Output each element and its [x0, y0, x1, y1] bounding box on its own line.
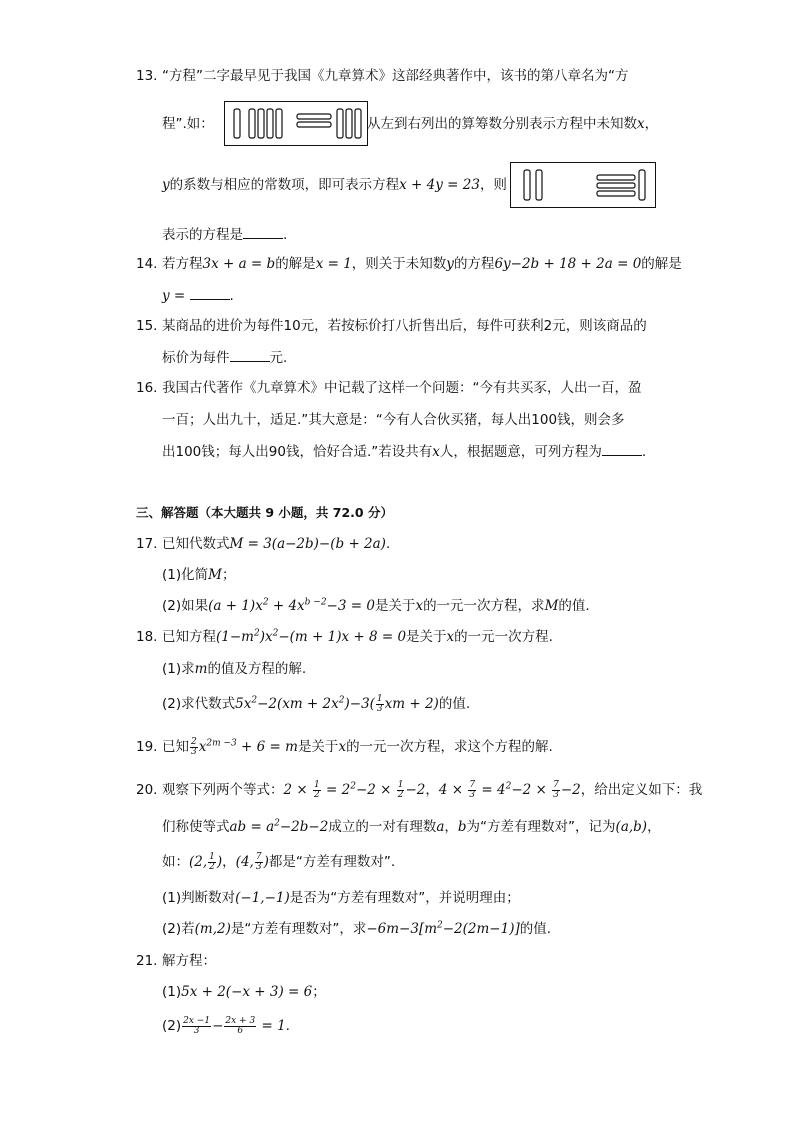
q20-e2-fd: 3	[469, 789, 476, 800]
q17-p2-end: 的值.	[558, 598, 590, 614]
q20-e1d: −2	[405, 782, 426, 798]
q21-p2-frac2	[224, 1017, 256, 1036]
q15-t1: 标价为每件	[162, 350, 230, 366]
q14-t4: 的方程	[453, 256, 495, 272]
q21-p2-t: (2)	[162, 1018, 182, 1034]
q18-sup2: 2	[272, 628, 279, 639]
q20-l3-p1a: (2,	[189, 854, 208, 870]
q20-p2-t2: 是“方差有理数对”，求	[230, 921, 367, 937]
q17-end: .	[385, 536, 391, 552]
q20-e1-fn: 1	[313, 779, 320, 790]
q19-line1	[162, 737, 553, 757]
q18-sup1: 2	[253, 628, 260, 639]
q17-p2-t3: 的一元一次方程，求	[423, 598, 545, 614]
q20-l2-a: a	[436, 819, 445, 835]
q13-equation: x + 4y = 23	[399, 177, 480, 193]
q19-t1: 已知	[162, 739, 189, 755]
q13-number: 13.	[136, 68, 158, 84]
q20-l2-pair: (a,b)	[615, 819, 648, 835]
q14-number: 14.	[136, 256, 158, 272]
q18-p2-eq1: 5x	[235, 696, 252, 712]
q20-e2-fn2: 7	[553, 779, 559, 790]
q18-line1	[162, 627, 553, 647]
q18-p2-frac-num: 1	[376, 693, 383, 704]
q18-t2: 是关于	[406, 629, 447, 645]
q17-p2-eq1: (a + 1)x	[208, 598, 263, 614]
q14-eq2: 6y−2b + 18 + 2a = 0	[494, 256, 642, 272]
q20-l2-t1: 们称使等式	[162, 819, 230, 835]
q20-e1-frac2	[397, 781, 405, 800]
q20-line1	[162, 780, 702, 800]
q14-answer-blank[interactable]	[190, 285, 230, 300]
q20-l3-p1b: )	[216, 854, 223, 870]
q18-p2-eq2: −2(xm + 2x	[257, 696, 339, 712]
q21-line1: 解方程：	[162, 953, 216, 969]
q19-frac-num: 2	[191, 736, 197, 747]
q20-number: 20.	[136, 782, 158, 798]
q18-eq1: (1−m	[216, 629, 254, 645]
counting-rods-icon	[225, 102, 367, 145]
counting-rods-figure-1	[224, 101, 368, 146]
q15-number: 15.	[136, 318, 158, 334]
q17-part2	[162, 596, 590, 616]
q21-p2-fd2: 6	[237, 1025, 244, 1036]
q18-x: x	[446, 629, 455, 645]
q20-e1b: = 2	[321, 782, 351, 798]
q17-p1-t: (1)化简	[162, 567, 209, 583]
q20-l3-p2b: )	[263, 854, 269, 870]
q20-l3-frac1	[208, 853, 216, 872]
q20-e2-fd2: 3	[553, 789, 559, 800]
q20-e2-frac2	[552, 781, 560, 800]
q20-e2sup: 2	[505, 781, 512, 792]
q17-line1	[162, 534, 390, 554]
q20-p2-sup: 2	[437, 920, 443, 931]
q20-l2-t3: ，	[444, 819, 458, 835]
q17-p2-m: M	[544, 598, 559, 614]
q20-p2-pair: (m,2)	[194, 921, 231, 937]
q13-line3-end: ，则	[479, 177, 507, 193]
q20-e1a: 2 ×	[283, 782, 312, 798]
q16-answer-blank[interactable]	[602, 441, 642, 456]
q18-p2-sup1: 2	[251, 695, 258, 706]
q21-number: 21.	[136, 953, 158, 969]
q17-number: 17.	[136, 536, 158, 552]
q20-e2-fn: 7	[469, 779, 476, 790]
q20-l2-b: b	[457, 819, 467, 835]
q18-p2-fraction	[376, 695, 384, 714]
q20-e1sup: 2	[350, 781, 356, 792]
q20-l3-t1: 如：	[162, 854, 189, 870]
q13-line3-text: 的系数与相应的常数项，即可表示方程	[169, 177, 400, 193]
q18-p2-eq3: )−3(	[344, 696, 375, 712]
q20-l3-fn2: 7	[255, 851, 262, 862]
q18-number: 18.	[136, 629, 158, 645]
q18-part2	[162, 694, 470, 714]
q20-e2a: 4 ×	[438, 782, 468, 798]
q19-x: x	[338, 739, 347, 755]
q16-end: .	[641, 444, 647, 460]
section-3-heading: 三、解答题（本大题共 9 小题，共 72.0 分）	[136, 505, 393, 520]
q15-t2: 元.	[269, 350, 288, 366]
q13-line2-text: 从左到右列出的算筹数分别表示方程中未知数	[367, 116, 637, 132]
q20-p2-eq2: −2(2m−1)]	[442, 921, 520, 937]
q14-t5: 的解是	[641, 256, 682, 272]
q20-part2	[162, 919, 551, 939]
q18-p1-t2: 的值及方程的解.	[207, 661, 307, 677]
q14-eq1: 3x + a = b	[202, 256, 276, 272]
q18-p2-eq4: xm + 2)	[384, 696, 439, 712]
q18-t3: 的一元一次方程.	[454, 629, 553, 645]
q20-l2-t4: 为“方差有理数对”，记为	[466, 819, 616, 835]
q19-number: 19.	[136, 739, 158, 755]
q14-y: y	[446, 256, 454, 272]
q20-l3-sep: ，	[222, 854, 236, 870]
q20-l2-eq2: −2b−2	[279, 819, 329, 835]
q21-p1-eq: 5x + 2(−x + 3) = 6	[181, 984, 313, 1000]
q13-var-y: y	[162, 177, 170, 193]
q14-line2	[162, 285, 234, 306]
q20-l3-t2: 都是“方差有理数对”.	[268, 854, 396, 870]
q18-p2-t1: (2)求代数式	[162, 696, 236, 712]
q20-p1-t2: 是否为“方差有理数对”，并说明理由；	[289, 890, 520, 906]
q18-p1-m: m	[194, 661, 208, 677]
q21-p2-eq: = 1	[257, 1018, 286, 1034]
q21-p2-fn2: 2x + 3	[225, 1015, 256, 1026]
q21-p2-fn1: 2x −1	[183, 1015, 211, 1026]
q20-line2	[162, 817, 661, 837]
q16-x: x	[432, 444, 440, 460]
q20-e1-frac1	[313, 781, 321, 800]
q18-p2-end: 的值.	[438, 696, 471, 712]
q14-x: x = 1	[315, 256, 352, 272]
q20-l3-fd2: 3	[255, 861, 262, 872]
q13-line4-end: .	[283, 227, 288, 243]
q20-sep: ，	[425, 782, 439, 798]
q17-part1	[162, 565, 235, 585]
q13-line2-rest	[367, 114, 658, 134]
q18-part1	[162, 659, 306, 679]
q13-line3	[162, 175, 507, 195]
q17-p2-x: x	[415, 598, 424, 614]
q16-t1: 出100钱；每人出90钱，恰好合适.”若设共有	[162, 444, 433, 460]
q14-end: .	[229, 288, 234, 304]
q20-e2d: −2	[560, 782, 581, 798]
q19-eq1: x	[198, 739, 207, 755]
q17-p2-t2: 是关于	[374, 598, 416, 614]
q21-p1-t: (1)	[162, 984, 182, 1000]
q20-p1-t1: (1)判断数对	[162, 890, 236, 906]
q18-t1: 已知方程	[162, 629, 216, 645]
q18-p1-t1: (1)求	[162, 661, 195, 677]
q16-line1: 我国古代著作《九章算术》中记载了这样一个问题：“今有共买豕，人出一百，盈	[162, 380, 642, 396]
q20-t1: 观察下列两个等式：	[162, 782, 284, 798]
q13-line2-start: 程”.如：	[162, 116, 214, 132]
q17-p2-eq2: + 4x	[268, 598, 305, 614]
q18-eq3: −(m + 1)x + 8 = 0	[278, 629, 407, 645]
q21-p1-end: ；	[312, 984, 326, 1000]
q15-answer-blank[interactable]	[230, 347, 270, 362]
q21-p2-fd1: 3	[193, 1025, 200, 1036]
q13-var-x: x	[637, 116, 645, 132]
q14-t1: 若方程	[162, 256, 203, 272]
q21-p2-minus: −	[212, 1018, 224, 1034]
q20-l3-p2a: (4,	[235, 854, 254, 870]
q20-e2c: −2 ×	[511, 782, 552, 798]
counting-rods-figure-2	[510, 162, 656, 208]
q20-l3-frac2	[255, 853, 263, 872]
q17-p2-eq3: −3 = 0	[326, 598, 375, 614]
q20-line3	[162, 852, 395, 872]
q18-eq2: )x	[259, 629, 273, 645]
q20-e1-fd: 2	[313, 789, 320, 800]
q17-p2-sup1: 2	[262, 597, 269, 608]
q14-line1	[162, 254, 682, 274]
q20-l2-end: ，	[647, 819, 661, 835]
q16-t2: 人，根据题意，可列方程为	[439, 444, 602, 460]
q19-eq2: + 6 = m	[236, 739, 298, 755]
q19-t2: 是关于	[297, 739, 339, 755]
q21-part2	[162, 1016, 290, 1036]
q17-t1: 已知代数式	[162, 536, 230, 552]
q20-p2-t1: (2)若	[162, 921, 195, 937]
q18-p2-sup2: 2	[338, 695, 345, 706]
q17-p2-sup2: b −2	[304, 597, 327, 608]
q20-l3-fd1: 2	[209, 861, 215, 872]
q13-answer-blank[interactable]	[243, 224, 283, 239]
q13-line2-end: ，	[644, 116, 659, 132]
q17-p1-end: ；	[221, 567, 236, 583]
q14-y-eq: y =	[162, 288, 186, 304]
q20-p2-end: 的值.	[519, 921, 552, 937]
q13-line4-text: 表示的方程是	[162, 227, 243, 243]
q13-line1: “方程”二字最早见于我国《九章算术》这部经典著作中，该书的第八章名为“方	[162, 68, 629, 84]
q17-eq: M = 3(a−2b)−(b + 2a)	[229, 536, 386, 552]
q20-e2-frac1	[468, 781, 476, 800]
q20-e1c: −2 ×	[355, 782, 396, 798]
q20-e2b: = 4	[477, 782, 506, 798]
q17-p2-t1: (2)如果	[162, 598, 209, 614]
q20-l2-eq1: ab = a	[229, 819, 275, 835]
q13-line4	[162, 224, 287, 245]
q17-p1-m: M	[208, 567, 222, 583]
q21-part1	[162, 982, 326, 1002]
q19-t3: 的一元一次方程，求这个方程的解.	[346, 739, 553, 755]
q14-t3: ，则关于未知数	[351, 256, 447, 272]
counting-rods-icon-2	[511, 163, 655, 207]
q20-l2-sup: 2	[274, 818, 280, 829]
q20-part1	[162, 888, 520, 908]
q16-line3	[162, 441, 646, 462]
q20-p1-pair: (−1,−1)	[235, 890, 290, 906]
q20-t2: ，给出定义如下：我	[580, 782, 703, 798]
q16-line2: 一百；人出九十，适足.”其大意是：“今有人合伙买猪，每人出100钱，则会多	[162, 412, 625, 428]
q16-number: 16.	[136, 380, 158, 396]
q13-line2	[162, 114, 214, 134]
q19-sup: 2m −3	[206, 738, 237, 749]
q18-p2-frac-den: 3	[376, 703, 383, 714]
q20-e1-fd2: 2	[397, 789, 404, 800]
q15-line1: 某商品的进价为每件10元，若按标价打八折售出后，每件可获利2元，则该商品的	[162, 318, 647, 334]
q20-l2-t2: 成立的一对有理数	[328, 819, 437, 835]
q15-line2	[162, 347, 287, 368]
q20-e1-fn2: 1	[397, 779, 404, 790]
q21-p2-frac1	[182, 1017, 211, 1036]
q20-l3-fn1: 1	[209, 851, 215, 862]
q19-fraction	[190, 738, 198, 757]
q19-frac-den: 3	[191, 746, 197, 757]
q20-p2-eq1: −6m−3[m	[366, 921, 438, 937]
q21-p2-end: .	[285, 1018, 290, 1034]
q14-t2: 的解是	[275, 256, 316, 272]
